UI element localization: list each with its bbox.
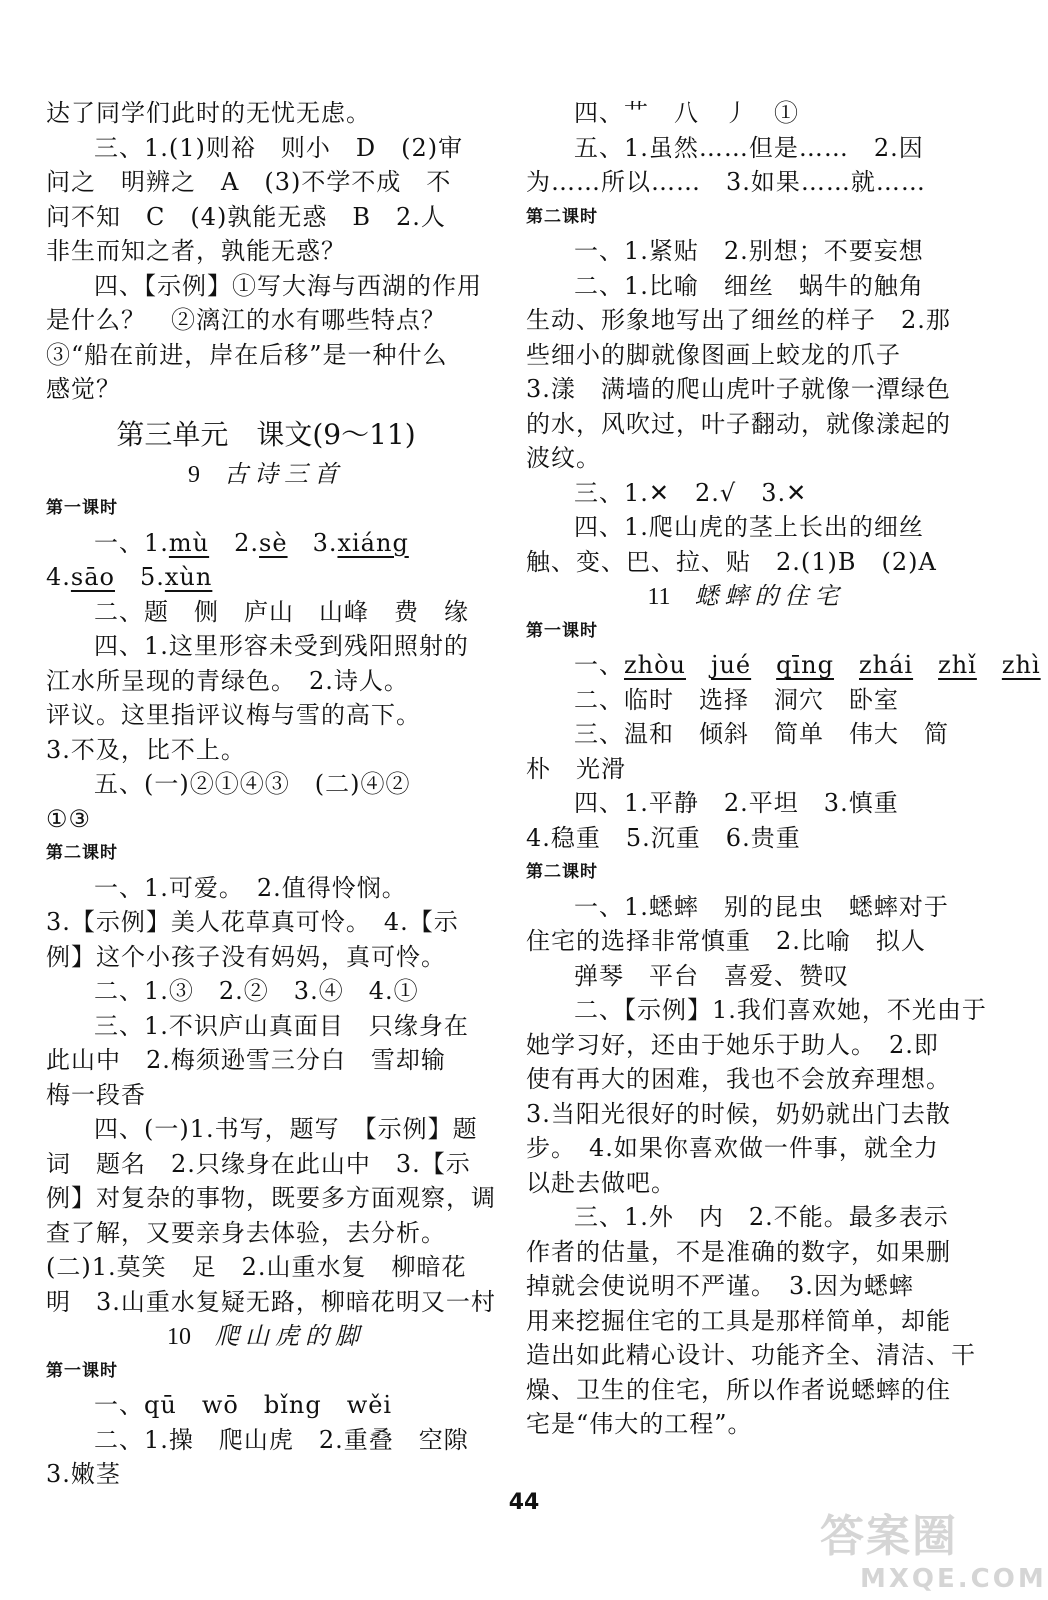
text-fragment: 一、 [574, 651, 624, 679]
text-line: 江水所呈现的青绿色。 2.诗人。 [46, 666, 409, 695]
text-line: 宅是“伟大的工程”。 [526, 1410, 753, 1438]
lesson-name: 蟋蟀的住宅 [694, 582, 845, 610]
watermark-logo [820, 1500, 1047, 1594]
text-fragment: 4. [46, 563, 71, 591]
text-line: 燥、卫生的住宅，所以作者说蟋蟀的住 [526, 1375, 951, 1404]
text-line: ①③ [46, 804, 92, 833]
text-line: 二、【示例】1.我们喜欢她，不光由于 [574, 996, 987, 1024]
section-heading: 第二课时 [526, 206, 598, 227]
text-fragment: 3. [312, 528, 338, 557]
text-line: 是什么？ ②漓江的水有哪些特点？ [46, 306, 446, 334]
text-line: 词 题名 2.只缘身在此山中 3.【示 [46, 1149, 471, 1178]
text-line: (二)1.莫笑 足 2.山重水复 柳暗花 [46, 1253, 467, 1281]
section-heading: 第二课时 [46, 843, 118, 863]
text-line: 三、1.(1)则裕 则小 D (2)审 [94, 133, 464, 162]
text-line: 4.稳重 5.沉重 6.贵重 [526, 823, 801, 852]
pinyin-answer: wěi [346, 1391, 393, 1419]
text-fragment: 一、 [94, 1391, 144, 1419]
lesson-title [46, 1319, 486, 1354]
section-heading: 第二课时 [526, 862, 598, 882]
text-line: 感觉？ [46, 375, 121, 403]
section-heading: 第一课时 [526, 620, 598, 641]
pinyin-answer: zhòu [624, 651, 687, 679]
text-line: 四、1.这里形容未受到残阳照射的 [94, 632, 469, 660]
text-line: 一、1.蟋蟀 别的昆虫 蟋蟀对于 [574, 892, 949, 921]
lesson-title [46, 457, 486, 492]
watermark-url: MXQE.COM [860, 1564, 1047, 1594]
text-line: 作者的估量，不是准确的数字，如果删 [526, 1237, 951, 1266]
text-line: 问之 明辨之 A (3)不学不成 不 [46, 168, 452, 196]
text-line: 二、1.操 爬山虎 2.重叠 空隙 [94, 1425, 469, 1454]
pinyin-answer: qīng [776, 651, 834, 679]
text-line: 3.漾 满墙的爬山虎叶子就像一潭绿色 [526, 375, 951, 403]
right-column [526, 96, 1041, 1442]
pinyin-answer: xiáng [337, 528, 409, 557]
text-line: 例】这个小孩子没有妈妈，真可怜。 [46, 942, 446, 971]
text-line: 梅一段香 [46, 1080, 146, 1109]
watermark-text: 答案圈 [820, 1511, 958, 1562]
pinyin-answer: zhái [858, 651, 914, 679]
text-line: 例】对复杂的事物，既要多方面观察，调 [46, 1184, 496, 1212]
text-line: 3.当阳光很好的时候，奶奶就出门去散 [526, 1099, 951, 1128]
pinyin-answer: zhǐ [938, 651, 977, 679]
text-line: 触、变、巴、拉、贴 2.(1)B (2)A [526, 547, 937, 576]
pinyin-answer: sāo [70, 563, 115, 591]
text-line: 四、1.平静 2.平坦 3.慎重 [574, 789, 899, 817]
lesson-number: 11 [647, 584, 671, 610]
text-line: 弹琴 平台 喜爱、赞叹 [574, 961, 849, 990]
pinyin-line [46, 1388, 486, 1423]
text-fragment: 5. [139, 563, 165, 591]
text-line: 造出如此精心设计、功能齐全、清洁、干 [526, 1341, 976, 1369]
text-line: 五、(一)②①④③ (二)④② [94, 770, 411, 798]
text-line: 明 3.山重水复疑无路，柳暗花明又一村 [46, 1287, 496, 1316]
text-line: 朴 光滑 [526, 754, 626, 783]
text-line: 三、温和 倾斜 简单 伟大 简 [574, 720, 949, 748]
lesson-name: 爬山虎的脚 [215, 1322, 365, 1350]
section-heading: 第一课时 [46, 1360, 118, 1381]
text-line: 生动、形象地写出了细丝的样子 2.那 [526, 306, 951, 334]
text-line: 非生而知之者，孰能无惑？ [46, 237, 346, 265]
pinyin-line [46, 526, 486, 561]
text-line: 波纹。 [526, 444, 601, 472]
pinyin-answer: bǐng [263, 1391, 322, 1419]
pinyin-answer: sè [259, 528, 288, 557]
text-line: 问不知 C (4)孰能无惑 B 2.人 [46, 202, 446, 231]
page-number: 44 [508, 1490, 540, 1515]
pinyin-answer: wō [201, 1391, 239, 1419]
pinyin-answer: mù [168, 528, 210, 557]
text-line: 步。 4.如果你喜欢做一件事，就全力 [526, 1134, 939, 1162]
text-line: 一、1.可爱。 2.值得怜悯。 [94, 873, 407, 902]
text-line: 达了同学们此时的无忧无虑。 [46, 99, 371, 127]
text-fragment: 2. [234, 528, 260, 557]
pinyin-line [46, 560, 486, 595]
text-line: 她学习好，还由于她乐于助人。 2.即 [526, 1030, 939, 1059]
pinyin-answer: jué [711, 651, 752, 679]
section-heading: 第一课时 [46, 498, 118, 518]
text-line: 一、1.紧贴 2.别想；不要妄想 [574, 237, 924, 265]
text-line: 住宅的选择非常慎重 2.比喻 拟人 [526, 927, 926, 955]
pinyin-answer: zhì [1001, 651, 1041, 679]
text-line: 二、1.比喻 细丝 蜗牛的触角 [574, 271, 924, 300]
lesson-number: 9 [188, 461, 200, 488]
text-line: 三、1.不识庐山真面目 只缘身在 [94, 1011, 469, 1040]
text-line: 评议。这里指评议梅与雪的高下。 [46, 701, 421, 729]
text-line: 五、1.虽然……但是…… 2.因 [574, 133, 924, 162]
text-fragment: 一、1. [94, 528, 169, 557]
lesson-title [526, 579, 966, 614]
text-line: 些细小的脚就像图画上蛟龙的爪子 [526, 340, 901, 369]
text-line: 四、(一)1.书写，题写 【示例】题 [94, 1115, 478, 1143]
pinyin-answer: qū [144, 1391, 177, 1419]
text-line: 查了解，又要亲身去体验，去分析。 [46, 1218, 446, 1247]
text-line: 四、艹 八 丿 ① [574, 99, 799, 127]
text-line: 此山中 2.梅须逊雪三分白 雪却输 [46, 1046, 446, 1074]
unit-title: 第三单元 课文(9～11) [116, 417, 416, 451]
text-line: 二、1.③ 2.② 3.④ 4.① [94, 977, 419, 1005]
text-line: 为……所以…… 3.如果……就…… [526, 168, 926, 196]
text-line: 三、1.外 内 2.不能。最多表示 [574, 1203, 949, 1231]
lesson-number: 10 [167, 1324, 191, 1350]
text-line: 二、题 侧 庐山 山峰 费 缘 [94, 597, 469, 626]
text-line: 以赴去做吧。 [526, 1168, 676, 1197]
text-line: 3.不及，比不上。 [46, 735, 246, 764]
pinyin-answer: xùn [164, 563, 213, 591]
text-line: 用来挖掘住宅的工具是那样简单，却能 [526, 1306, 951, 1335]
text-line: 二、临时 选择 洞穴 卧室 [574, 685, 899, 714]
text-line: ③“船在前进，岸在后移”是一种什么 [46, 340, 448, 369]
text-line: 掉就会使说明不严谨。 3.因为蟋蟀 [526, 1272, 914, 1300]
lesson-name: 古诗三首 [224, 459, 344, 488]
text-line: 四、【示例】①写大海与西湖的作用 [94, 271, 482, 300]
text-line: 3.【示例】美人花草真可怜。 4.【示 [46, 908, 459, 936]
text-line: 的水，风吹过，叶子翻动，就像漾起的 [526, 409, 951, 438]
text-line: 三、1.✕ 2.√ 3.✕ [574, 478, 808, 507]
pinyin-line [526, 648, 1041, 683]
text-line: 3.嫩茎 [46, 1460, 121, 1488]
left-column [46, 96, 496, 1492]
text-line: 四、1.爬山虎的茎上长出的细丝 [574, 513, 924, 541]
text-line: 使有再大的困难，我也不会放弃理想。 [526, 1065, 951, 1093]
